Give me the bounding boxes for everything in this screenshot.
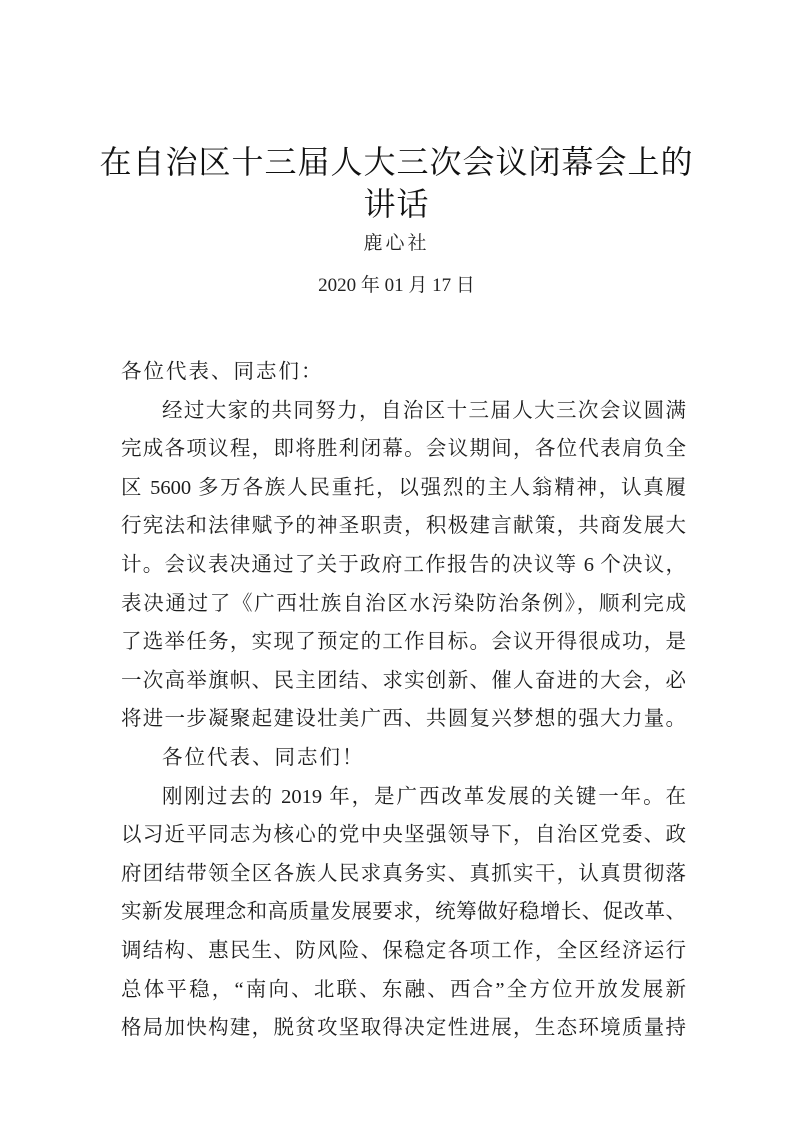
paragraph-3-line: 格局加快构建，脱贫攻坚取得决定性进展，生态环境质量持 — [121, 1017, 686, 1040]
paragraph-1-line: 一次高举旗帜、民主团结、求实创新、催人奋进的大会，必 — [121, 669, 686, 692]
paragraph-3-line: 实新发展理念和高质量发展要求，统筹做好稳增长、促改革、 — [121, 901, 686, 924]
paragraph-1-line: 了选举任务，实现了预定的工作目标。会议开得很成功，是 — [121, 631, 686, 654]
paragraph-3-line: 总体平稳，“南向、北联、东融、西合”全方位开放发展新 — [121, 978, 686, 1001]
paragraph-1-line: 经过大家的共同努力，自治区十三届人大三次会议圆满 — [162, 399, 686, 422]
paragraph-1-line: 区 5600 多万各族人民重托，以强烈的主人翁精神，认真履 — [121, 476, 686, 499]
paragraph-2-line: 各位代表、同志们！ — [162, 746, 365, 769]
paragraph-1-line: 计。会议表决通过了关于政府工作报告的决议等 6 个决议， — [121, 553, 686, 576]
paragraph-3-line: 调结构、惠民生、防风险、保稳定各项工作，全区经济运行 — [121, 939, 686, 962]
paragraph-1-line: 将进一步凝聚起建设壮美广西、共圆复兴梦想的强大力量。 — [121, 708, 686, 731]
document-title-line-1: 在自治区十三届人大三次会议闭幕会上的 — [99, 144, 694, 180]
paragraph-1-line: 行宪法和法律赋予的神圣职责，积极建言献策，共商发展大 — [121, 515, 686, 538]
paragraph-3-line: 府团结带领全区各族人民求真务实、真抓实干，认真贯彻落 — [121, 862, 686, 885]
document-title-line-2: 讲话 — [363, 186, 430, 222]
document-author: 鹿心社 — [363, 233, 430, 254]
paragraph-3-line: 以习近平同志为核心的党中央坚强领导下，自治区党委、政 — [121, 824, 686, 847]
paragraph-1-line: 表决通过了《广西壮族自治区水污染防治条例》，顺利完成 — [121, 592, 686, 615]
paragraph-3-line: 刚刚过去的 2019 年，是广西改革发展的关键一年。在 — [162, 785, 686, 808]
document-date: 2020 年 01 月 17 日 — [318, 275, 475, 296]
salutation: 各位代表、同志们： — [121, 361, 324, 383]
paragraph-1-line: 完成各项议程，即将胜利闭幕。会议期间，各位代表肩负全 — [121, 438, 686, 461]
document-body — [121, 353, 686, 1048]
